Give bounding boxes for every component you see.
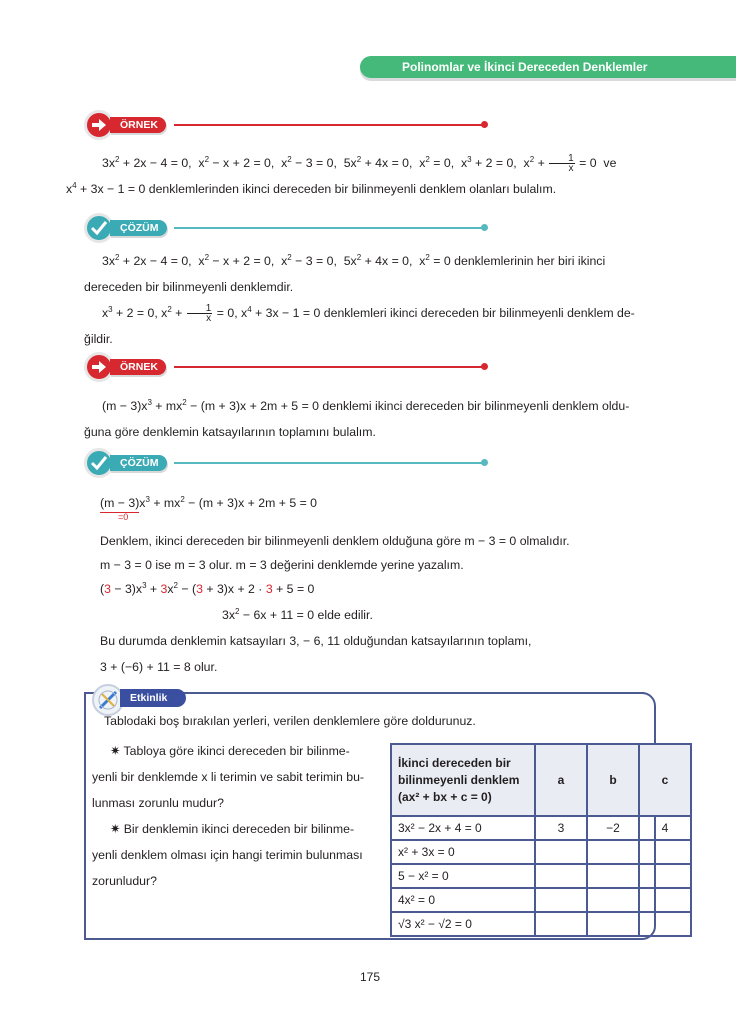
divider-dot: [481, 224, 488, 231]
b-cell[interactable]: [587, 888, 639, 912]
header-c: c: [639, 744, 691, 816]
a-cell[interactable]: [535, 864, 587, 888]
b-cell[interactable]: [587, 864, 639, 888]
table-row: [391, 816, 691, 840]
divider-dot: [481, 363, 488, 370]
c-cell[interactable]: [639, 912, 691, 936]
table-row: [391, 864, 691, 888]
a-cell[interactable]: [535, 888, 587, 912]
solution-1-text: $3x^2 + 2x - 4 = 0$, $x^2 - x + 2 = 0$, $x^2 - 3 = 0$, $5x^2 + 4x = 0$, $x^2 = 0$ denklemlerinin her biri ikinci dereceden bir bilinmeyenli denklemdir. $x^3 + 2 = 0$, $x^2$ + $\frac{1}{x}$ = 0, $x^4 + 3x - 1 = 0$ denklemleri ikinci dereceden bir bilinmeyenli denklem de- ğildir.: [84, 252, 635, 346]
underbrace-note: =0: [118, 512, 129, 522]
equation-cell: 4x² = 0: [391, 888, 535, 912]
header-a: a: [535, 744, 587, 816]
b-cell[interactable]: [587, 840, 639, 864]
b-cell: −2: [587, 816, 639, 840]
a-cell[interactable]: [535, 840, 587, 864]
example-label: ÖRNEK: [110, 359, 166, 375]
c-cell: 4: [639, 816, 691, 840]
c-cell[interactable]: [639, 840, 691, 864]
chapter-title: Polinomlar ve İkinci Dereceden Denklemler: [402, 60, 648, 74]
equation-cell: x² + 3x = 0: [391, 840, 535, 864]
solution-header-1: [84, 213, 494, 243]
example-header-2: [84, 352, 494, 382]
activity-top-line: [184, 692, 644, 694]
divider-line: [174, 366, 484, 368]
c-cell[interactable]: [639, 864, 691, 888]
header-b: b: [587, 744, 639, 816]
solution-label: ÇÖZÜM: [110, 455, 167, 471]
activity-label: Etkinlik: [120, 689, 186, 707]
solution-2-text: Denklem, ikinci dereceden bir bilinmeyenli denklem olduğuna göre m − 3 = 0 olmalıdır. m − 3 = 0 ise m = 3 olur. m = 3 değerini denklemde yerine yazalım. $(3 - 3)x^3 + 3x^2 - (3 + 3)x + 2 \cdot 3 + 5 = 0$ $3x^2 - 6x + 11 = 0$ elde edilir. Bu durumda denklemin katsayıları 3, − 6, 11 olduğundan katsayılarının toplamı, 3 + (−6) + 11 = 8 olur.: [100, 534, 570, 674]
b-cell[interactable]: [587, 912, 639, 936]
equation-cell: 3x² − 2x + 4 = 0: [391, 816, 535, 840]
equation-cell: 5 − x² = 0: [391, 864, 535, 888]
table-header-row: [391, 744, 691, 816]
example-1-text: $3x^2 + 2x - 4 = 0$, $x^2 - x + 2 = 0$, $x^2 - 3 = 0$, $5x^2 + 4x = 0$, $x^2 = 0$, $x^3 + 2 = 0$, $x^2$ + $\frac{1}{x}$ = 0 ve $x^4 + 3x - 1 = 0$ denklemlerinden ikinci dereceden bir bilinmeyenli denklem olanları bulalım.: [66, 153, 617, 196]
table-row: [391, 840, 691, 864]
solution-label: ÇÖZÜM: [110, 220, 167, 236]
solution-header-2: [84, 448, 494, 478]
table-row: [391, 888, 691, 912]
activity-questions: ✷ Tabloya göre ikinci dereceden bir bilinme- yenli bir denklemde x li terimin ve sabit terimin bu- lunması zorunlu mudur? ✷ Bir denklemin ikinci dereceden bir bilinme- yenli denklem olması için hangi terimin bulunması zorunludur?: [92, 744, 365, 888]
solution-2-equation: $(m - 3)x^3 + mx^2 - (m + 3)x + 2m + 5 = 0$: [100, 490, 317, 516]
page-number: 175: [360, 970, 381, 984]
activity-instruction: Tablodaki boş bırakılan yerleri, verilen denklemlere göre doldurunuz.: [104, 714, 476, 728]
divider-line: [174, 462, 484, 464]
example-2-text: $(m - 3)x^3 + mx^2 - (m + 3)x + 2m + 5 = 0$ denklemi ikinci dereceden bir bilinmeyenli denklem oldu- ğuna göre denklemin katsayılarının toplamını bulalım.: [84, 397, 630, 439]
coefficient-table: [390, 743, 692, 937]
divider-dot: [481, 121, 488, 128]
c-cell[interactable]: [639, 888, 691, 912]
chapter-banner: [360, 56, 736, 78]
divider-line: [174, 227, 484, 229]
example-header-1: [84, 110, 494, 140]
a-cell: 3: [535, 816, 587, 840]
table-row: [391, 912, 691, 936]
divider-dot: [481, 459, 488, 466]
a-cell[interactable]: [535, 912, 587, 936]
example-label: ÖRNEK: [110, 117, 166, 133]
divider-line: [174, 124, 484, 126]
equation-cell: √3 x² − √2 = 0: [391, 912, 535, 936]
header-equation: İkinci dereceden bir bilinmeyenli denklem (ax² + bx + c = 0): [391, 744, 535, 816]
